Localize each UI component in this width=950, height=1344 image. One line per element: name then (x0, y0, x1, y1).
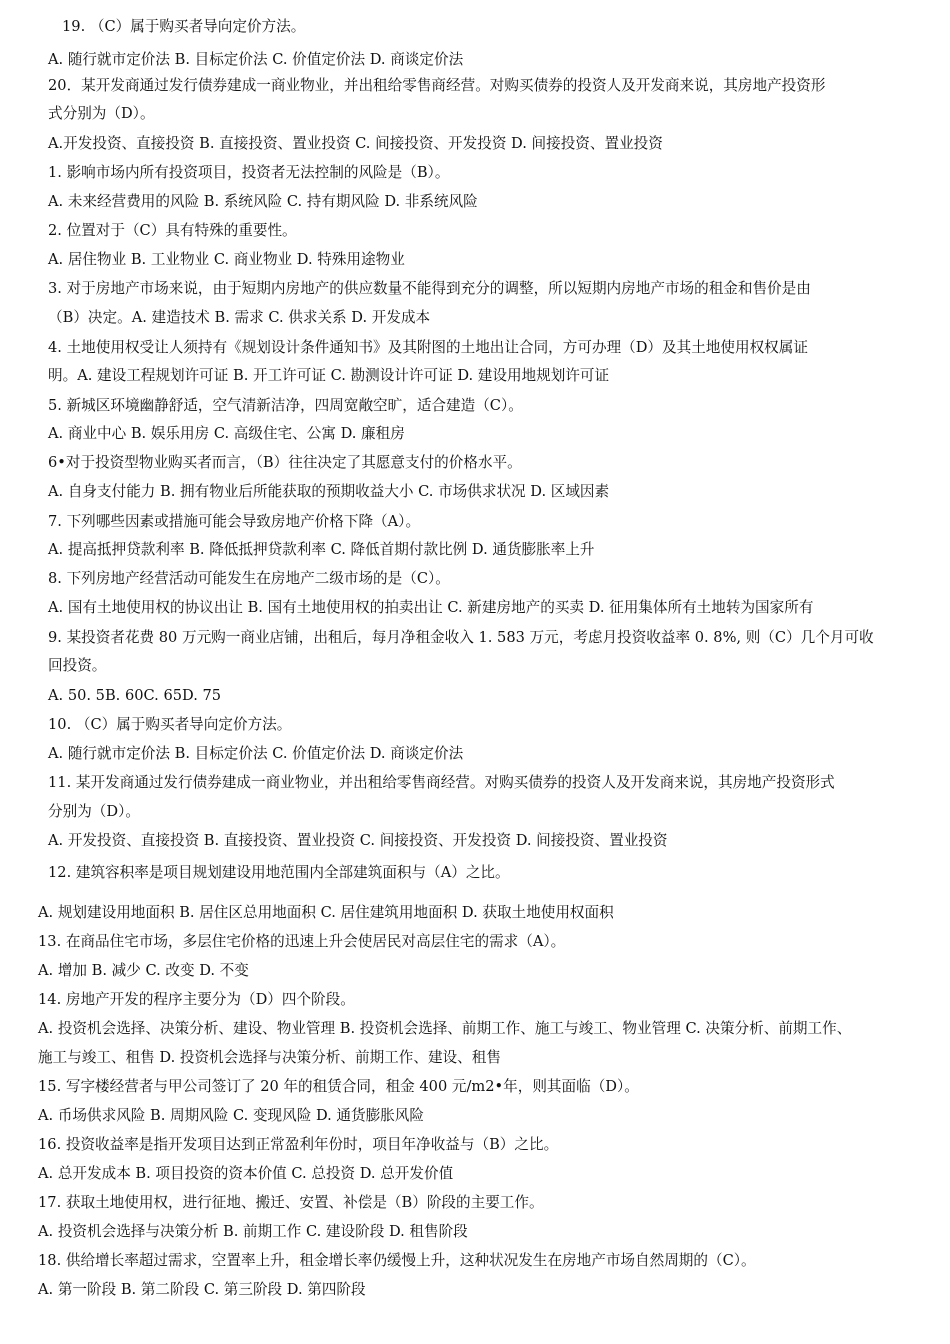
question-19-options: A. 随行就市定价法 B. 目标定价法 C. 价值定价法 D. 商谈定价法 (48, 51, 464, 68)
question-16-stem: 16. 投资收益率是指开发项目达到正常盈利年份时，项目年净收益与（B）之比。 (38, 1136, 559, 1153)
question-7-stem: 7. 下列哪些因素或措施可能会导致房地产价格下降（A）。 (48, 513, 421, 530)
question-8-options: A. 国有土地使用权的协议出让 B. 国有土地使用权的拍卖出让 C. 新建房地产的买卖 D. 征用集体所有土地转为国家所有 (48, 599, 814, 616)
question-13-options: A. 增加 B. 减少 C. 改变 D. 不变 (38, 962, 249, 979)
question-19-stem: 19. （C）属于购买者导向定价方法。 (62, 18, 306, 35)
question-12-stem: 12. 建筑容积率是项目规划建设用地范围内全部建筑面积与（A）之比。 (48, 864, 510, 881)
question-14-options: A. 投资机会选择、决策分析、建设、物业管理 B. 投资机会选择、前期工作、施工与竣工、物业管理 C. 决策分析、前期工作、 (38, 1020, 852, 1037)
question-2-options: A. 居住物业 B. 工业物业 C. 商业物业 D. 特殊用途物业 (48, 251, 405, 268)
question-6-stem: 6•对于投资型物业购买者而言，（B）往往决定了其愿意支付的价格水平。 (48, 454, 522, 471)
question-5-stem: 5. 新城区环境幽静舒适，空气清新洁净，四周宽敞空旷，适合建造（C）。 (48, 397, 523, 414)
question-14-options-cont: 施工与竣工、租售 D. 投资机会选择与决策分析、前期工作、建设、租售 (38, 1049, 501, 1066)
question-11-stem-cont: 分别为（D）。 (48, 803, 140, 820)
question-7-options: A. 提高抵押贷款利率 B. 降低抵押贷款利率 C. 降低首期付款比例 D. 通货膨胀率上升 (48, 541, 595, 558)
question-15-stem: 15. 写字楼经营者与甲公司签订了 20 年的租赁合同，租金 400 元/m2•年，则其面临（D）。 (38, 1078, 639, 1095)
question-9-stem: 9. 某投资者花费 80 万元购一商业店铺，出租后，每月净租金收入 1. 583 万元，考虑月投资收益率 0. 8%, 则（C）几个月可收 (48, 629, 874, 646)
question-20-stem: 20．某开发商通过发行债券建成一商业物业，并出租给零售商经营。对购买债券的投资人及开发商来说，其房地产投资形 (48, 77, 826, 94)
question-1-stem: 1. 影响市场内所有投资项目，投资者无法控制的风险是（B）。 (48, 164, 450, 181)
question-12-options: A. 规划建设用地面积 B. 居住区总用地面积 C. 居住建筑用地面积 D. 获取土地使用权面积 (38, 904, 614, 921)
question-3-stem: 3. 对于房地产市场来说，由于短期内房地产的供应数量不能得到充分的调整，所以短期内房地产市场的租金和售价是由 (48, 280, 811, 297)
question-18-options: A. 第一阶段 B. 第二阶段 C. 第三阶段 D. 第四阶段 (38, 1281, 366, 1298)
question-2-stem: 2. 位置对于（C）具有特殊的重要性。 (48, 222, 297, 239)
question-10-options: A. 随行就市定价法 B. 目标定价法 C. 价值定价法 D. 商谈定价法 (48, 745, 464, 762)
question-9-options: A. 50. 5B. 60C. 65D. 75 (48, 687, 222, 704)
question-11-options: A. 开发投资、直接投资 B. 直接投资、置业投资 C. 间接投资、开发投资 D. 间接投资、置业投资 (48, 832, 668, 849)
question-9-stem-cont: 回投资。 (48, 657, 107, 674)
question-20-stem-cont: 式分别为（D）。 (48, 105, 155, 122)
question-5-options: A. 商业中心 B. 娱乐用房 C. 高级住宅、公寓 D. 廉租房 (48, 425, 405, 442)
question-18-stem: 18. 供给增长率超过需求，空置率上升，租金增长率仍缓慢上升，这种状况发生在房地产市场自然周期的（C）。 (38, 1252, 756, 1269)
question-17-options: A. 投资机会选择与决策分析 B. 前期工作 C. 建设阶段 D. 租售阶段 (38, 1223, 468, 1240)
question-16-options: A. 总开发成本 B. 项目投资的资本价值 C. 总投资 D. 总开发价值 (38, 1165, 454, 1182)
question-8-stem: 8. 下列房地产经营活动可能发生在房地产二级市场的是（C）。 (48, 570, 450, 587)
question-17-stem: 17. 获取土地使用权，进行征地、搬迁、安置、补偿是（B）阶段的主要工作。 (38, 1194, 544, 1211)
question-4-stem: 4. 土地使用权受让人须持有《规划设计条件通知书》及其附图的土地出让合同，方可办理（D）及其土地使用权权属证 (48, 339, 808, 356)
question-1-options: A. 未来经营费用的风险 B. 系统风险 C. 持有期风险 D. 非系统风险 (48, 193, 478, 210)
question-11-stem: 11. 某开发商通过发行债券建成一商业物业，并出租给零售商经营。对购买债券的投资人及开发商来说，其房地产投资形式 (48, 774, 835, 791)
question-14-stem: 14. 房地产开发的程序主要分为（D）四个阶段。 (38, 991, 355, 1008)
question-6-options: A. 自身支付能力 B. 拥有物业后所能获取的预期收益大小 C. 市场供求状况 D. 区域因素 (48, 483, 610, 500)
question-3-stem-cont: （B）决定。A. 建造技术 B. 需求 C. 供求关系 D. 开发成本 (48, 309, 431, 326)
question-15-options: A. 币场供求风险 B. 周期风险 C. 变现风险 D. 通货膨胀风险 (38, 1107, 424, 1124)
question-4-stem-cont: 明。A. 建设工程规划许可证 B. 开工许可证 C. 勘测设计许可证 D. 建设用地规划许可证 (48, 367, 610, 384)
question-10-stem: 10. （C）属于购买者导向定价方法。 (48, 716, 292, 733)
question-13-stem: 13. 在商品住宅市场，多层住宅价格的迅速上升会使居民对高层住宅的需求（A）。 (38, 933, 566, 950)
question-20-options: A.开发投资、直接投资 B. 直接投资、置业投资 C. 间接投资、开发投资 D. 间接投资、置业投资 (48, 135, 663, 152)
